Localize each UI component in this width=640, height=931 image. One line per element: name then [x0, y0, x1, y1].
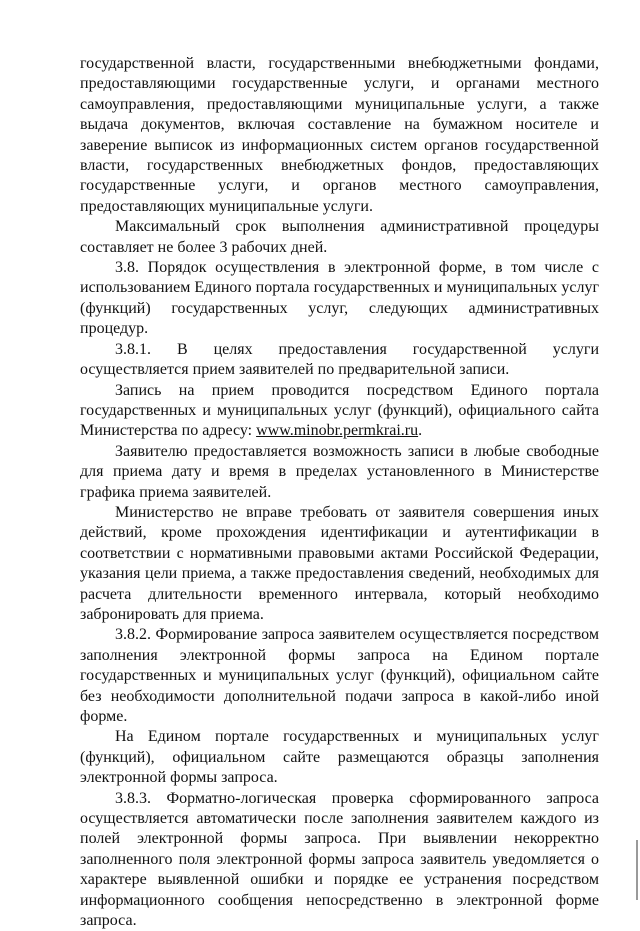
scan-edge-mark [636, 840, 638, 900]
paragraph-appointment-record [80, 381, 599, 442]
paragraph-3-8: 3.8. Порядок осуществления в электронной форме, в том числе с использованием Единого портала государственных и муниципальных услуг (функций) государственных услуг, следующих административных процедур. [80, 259, 599, 338]
paragraph-ministry-restrictions: Министерство не вправе требовать от заявителя совершения иных действий, кроме прохождения идентификации и аутентификации в соответствии с нормативными правовыми актами Российской Федерации, указания цели приема, а также предоставления сведений, необходимых для расчета длительности временного интервала, который необходимо забронировать для приема. [80, 503, 599, 623]
paragraph-3-8-2: 3.8.2. Формирование запроса заявителем осуществляется посредством заполнения электронной формы запроса на Едином портале государственных и муниципальных услуг (функций), официальном сайте без необходимости дополнительной подачи запроса в какой-либо иной форме. [80, 626, 599, 725]
paragraph-form-samples: На Едином портале государственных и муниципальных услуг (функций), официальном сайте размещаются образцы заполнения электронной формы запроса. [80, 728, 599, 787]
paragraph-3-8-1: 3.8.1. В целях предоставления государственной услуги осуществляется прием заявителей по предварительной записи. [80, 340, 599, 379]
paragraph-continuation: государственной власти, государственными внебюджетными фондами, предоставляющими государственные услуги, и органами местного самоуправления, предоставляющими муниципальные услуги, а также выдача документов, включая составление на бумажном носителе и заверение выписок из информационных систем органов государственной власти, государственных внебюджетных фондов, предоставляющих государственные услуги, и органов местного самоуправления, предоставляющих муниципальные услуги. [80, 55, 599, 215]
ministry-website-link[interactable]: www.minobr.permkrai.ru [256, 422, 419, 440]
appointment-text: Запись на прием проводится посредством Единого портала государственных и муниципальных услуг (функций), официального сайта Министерства по адресу: [80, 381, 599, 440]
paragraph-3-8-3: 3.8.3. Форматно-логическая проверка сформированного запроса осуществляется автоматически после заполнения заявителем каждого из полей электронной формы запроса. При выявлении некорректно заполненного поля электронной формы запроса заявитель уведомляется о характере выявленной ошибки и порядке ее устранения посредством информационного сообщения непосредственно в электронной форме запроса. [80, 789, 599, 930]
paragraph-max-duration: Максимальный срок выполнения административной процедуры составляет не более 3 рабочих дней. [80, 218, 599, 256]
document-body [80, 54, 599, 931]
paragraph-free-slots: Заявителю предоставляется возможность записи в любые свободные для приема дату и время в пределах установленного в Министерстве графика приема заявителей. [80, 442, 599, 501]
appointment-text-end: . [418, 422, 423, 440]
